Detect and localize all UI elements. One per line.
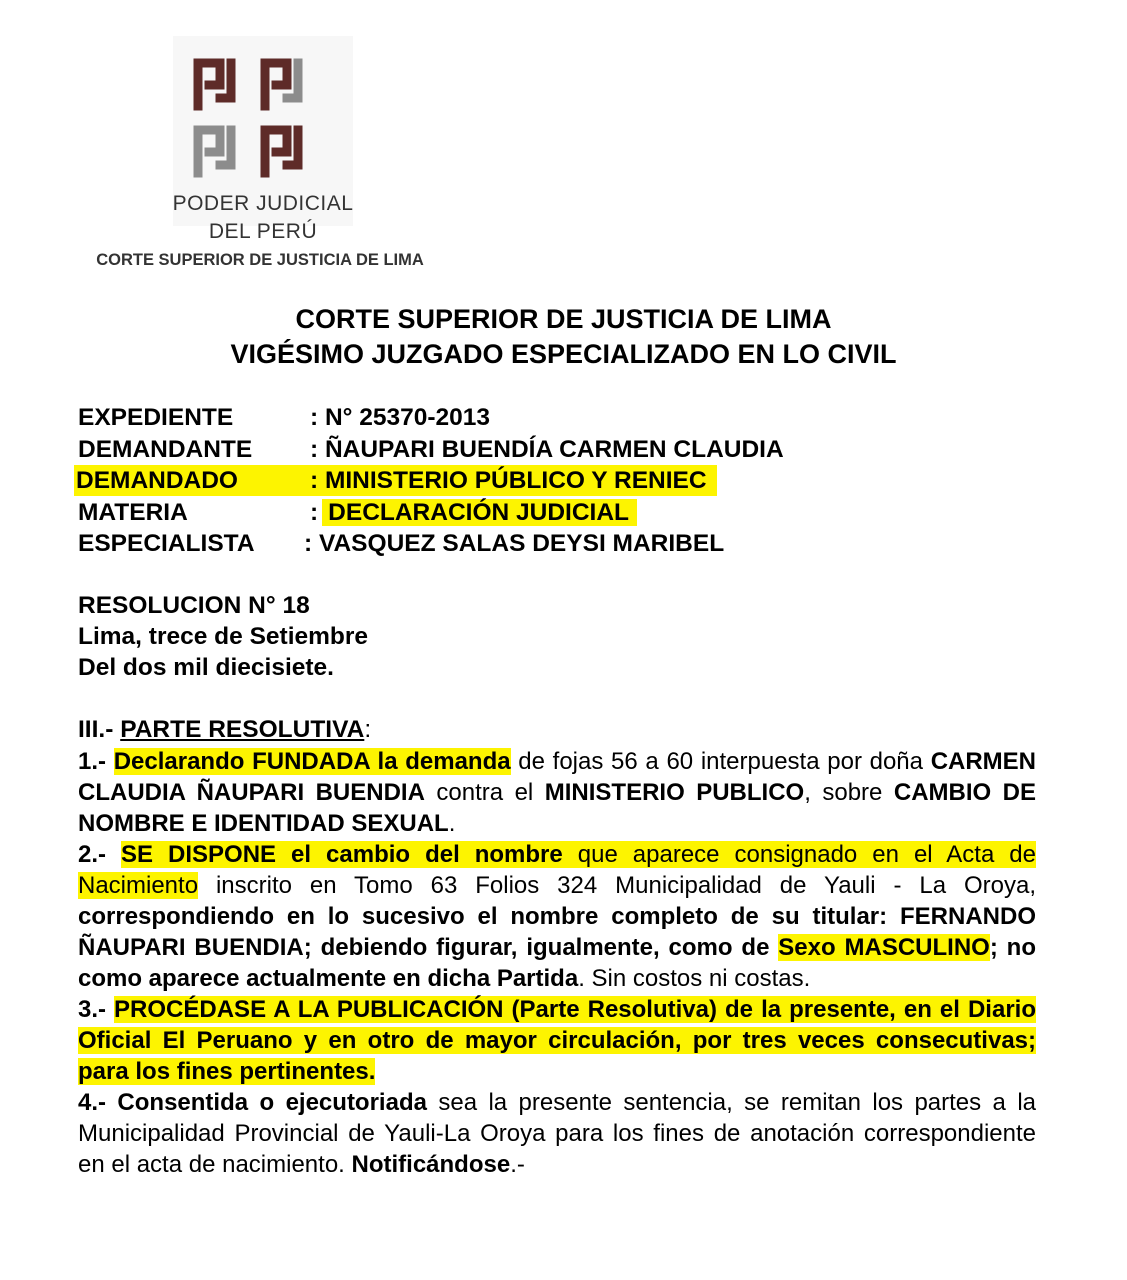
p2-bold2: ; no como aparece actualmente en dicha Partida xyxy=(78,934,1036,992)
resolutive-body xyxy=(78,746,1036,1180)
p1-highlight: Declarando FUNDADA la demanda xyxy=(113,748,511,775)
materia-separator: : xyxy=(310,499,319,526)
especialista-value: : VASQUEZ SALAS DEYSI MARIBEL xyxy=(304,530,725,557)
title-juzgado: VIGÉSIMO JUZGADO ESPECIALIZADO EN LO CIVIL xyxy=(230,339,897,369)
section-heading xyxy=(78,714,371,745)
case-row-demandado xyxy=(78,465,717,496)
resolution-date-line1: Lima, trece de Setiembre xyxy=(78,623,369,650)
title-court: CORTE SUPERIOR DE JUSTICIA DE LIMA xyxy=(295,304,832,334)
logo-text-corte-superior: CORTE SUPERIOR DE JUSTICIA DE LIMA xyxy=(96,251,424,269)
section-title: PARTE RESOLUTIVA xyxy=(120,716,365,743)
logo-text-del-peru: DEL PERÚ xyxy=(208,220,318,243)
paragraph-2 xyxy=(78,839,1036,994)
demandante-value: : ÑAUPARI BUENDÍA CARMEN CLAUDIA xyxy=(310,436,784,463)
p2-highlight3: Sexo MASCULINO xyxy=(778,934,990,961)
demandante-label: DEMANDANTE xyxy=(78,436,253,463)
p1-bold3: CAMBIO DE NOMBRE E IDENTIDAD SEXUAL xyxy=(78,779,1037,837)
judicial-logo xyxy=(80,36,440,276)
materia-value: DECLARACIÓN JUDICIAL xyxy=(322,499,637,526)
p1-text2: contra el xyxy=(424,779,545,806)
p3-number: 3.- xyxy=(78,996,115,1023)
case-row-expediente xyxy=(78,402,490,433)
demandado-highlight xyxy=(74,465,717,496)
p4-bold2: Notificándose xyxy=(351,1151,511,1178)
p1-bold1: CARMEN CLAUDIA ÑAUPARI BUENDIA xyxy=(78,748,1037,806)
document-titles xyxy=(0,302,1127,372)
logo-text-poder-judicial: PODER JUDICIAL xyxy=(172,192,354,215)
p4-bold1: Consentida o ejecutoriada xyxy=(117,1089,427,1116)
p2-number: 2.- xyxy=(78,841,122,868)
p4-text2: .- xyxy=(510,1151,525,1178)
materia-label: MATERIA xyxy=(78,499,188,526)
resolution-date-line2: Del dos mil diecisiete. xyxy=(78,654,334,681)
section-prefix: III.- xyxy=(78,716,121,743)
poder-judicial-emblem-icon xyxy=(193,58,321,178)
p1-text1: de fojas 56 a 60 interpuesta por doña xyxy=(510,748,931,775)
p1-number: 1.- xyxy=(78,748,114,775)
p4-text1: sea la presente sentencia, se remitan los partes a la Municipalidad Provincial de Yauli-La Oroya para los fines de anotación correspondiente en el acta de nacimiento. xyxy=(78,1089,1036,1178)
p1-bold2: MINISTERIO PUBLICO xyxy=(544,779,805,806)
especialista-label: ESPECIALISTA xyxy=(78,530,255,557)
section-suffix: : xyxy=(364,716,372,743)
expediente-label: EXPEDIENTE xyxy=(78,404,234,431)
demandado-label: DEMANDADO xyxy=(76,467,238,494)
demandado-value: : MINISTERIO PÚBLICO Y RENIEC xyxy=(310,467,707,494)
p1-text3: , sobre xyxy=(804,779,894,806)
p3-highlight: PROCÉDASE A LA PUBLICACIÓN (Parte Resolutiva) de la presente, en el Diario Oficial El Peruano y en otro de mayor circulación, por tres veces consecutivas; para los fines pertinentes. xyxy=(78,996,1036,1085)
expediente-value: : N° 25370-2013 xyxy=(310,404,491,431)
p2-text1: inscrito en Tomo 63 Folios 324 Municipalidad de Yauli - La Oroya, xyxy=(198,872,1036,899)
p2-highlight2: que aparece consignado en el Acta de Nacimiento xyxy=(78,841,1037,899)
case-row-materia xyxy=(78,497,637,528)
paragraph-1 xyxy=(78,746,1036,839)
paragraph-3 xyxy=(78,994,1036,1087)
case-row-demandante xyxy=(78,434,784,465)
paragraph-4 xyxy=(78,1087,1036,1180)
p1-text4: . xyxy=(448,810,456,837)
case-row-especialista xyxy=(78,528,724,559)
p2-highlight1: SE DISPONE el cambio del nombre xyxy=(121,841,563,868)
p4-number: 4.- xyxy=(78,1089,118,1116)
resolution-number: RESOLUCION N° 18 xyxy=(78,592,310,619)
p2-text2: . Sin costos ni costas. xyxy=(578,965,811,992)
p2-bold1: correspondiendo en lo sucesivo el nombre completo de su titular: FERNANDO ÑAUPARI BUENDIA; debiendo figurar, igualmente, como de xyxy=(78,903,1036,961)
